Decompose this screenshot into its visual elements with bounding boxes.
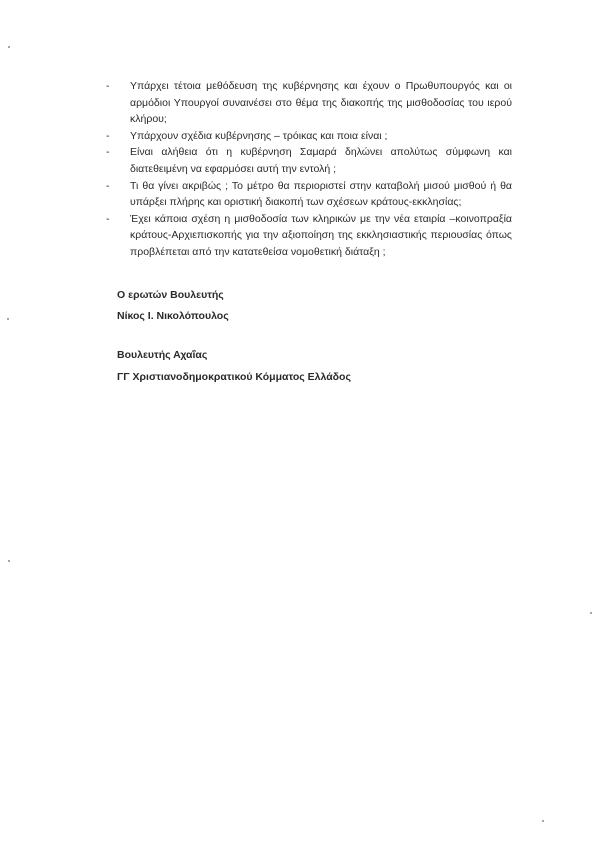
- question-list: [106, 78, 512, 261]
- bullet-dash: -: [106, 146, 110, 159]
- signer-name: Νίκος Ι. Νικολόπουλος: [117, 310, 229, 322]
- signature-block: [117, 287, 477, 385]
- bullet-dash: -: [106, 179, 110, 192]
- signer-party: ΓΓ Χριστιανοδημοκρατικού Κόμματος Ελλάδος: [117, 371, 351, 383]
- list-item: [106, 144, 512, 177]
- scan-speck: [8, 560, 10, 562]
- scan-speck: [7, 318, 9, 320]
- bullet-dash: -: [106, 212, 110, 225]
- scan-speck: [542, 820, 544, 822]
- list-item: [106, 211, 512, 261]
- question-text: Είναι αλήθεια ότι η κυβέρνηση Σαμαρά δηλώνει απολύτως σύμφωνη και διατεθειμένη να εφαρμόσει αυτή την εντολή ;: [130, 146, 512, 175]
- bullet-dash: -: [106, 129, 110, 142]
- spacer: [117, 324, 477, 340]
- question-text: Υπάρχει τέτοια μεθόδευση της κυβέρνησης και έχουν ο Πρωθυπουργός και οι αρμόδιοι Υπουργοί συναινέσει στο θέμα της διακοπής της μισθοδοσίας του ιερού κλήρου;: [130, 80, 512, 126]
- signer-role: Ο ερωτών Βουλευτής: [117, 289, 224, 301]
- list-item: [106, 78, 512, 128]
- question-text: Τι θα γίνει ακριβώς ; Το μέτρο θα περιοριστεί στην καταβολή μισού μισθού ή θα υπάρξει πλήρης και οριστική διακοπή των σχέσεων κράτους-εκκλησίας;: [130, 179, 512, 209]
- signer-constituency: Βουλευτής Αχαΐας: [117, 349, 208, 361]
- question-text: Υπάρχουν σχέδια κυβέρνησης – τρόικας και ποια είναι ;: [130, 129, 388, 142]
- question-text: Έχει κάποια σχέση η μισθοδοσία των κληρικών με την νέα εταιρία –κοινοπραξία κράτους-Αρχιεπισκοπής για την αξιοποίηση της εκκλησιαστικής περιουσίας όπως προβλέπεται από την κατατεθείσα νομοθετική διάταξη ;: [130, 212, 512, 258]
- scan-speck: [590, 612, 592, 614]
- scan-speck: [8, 46, 10, 48]
- list-item: [106, 178, 512, 211]
- list-item: [106, 128, 512, 145]
- bullet-dash: -: [106, 80, 110, 92]
